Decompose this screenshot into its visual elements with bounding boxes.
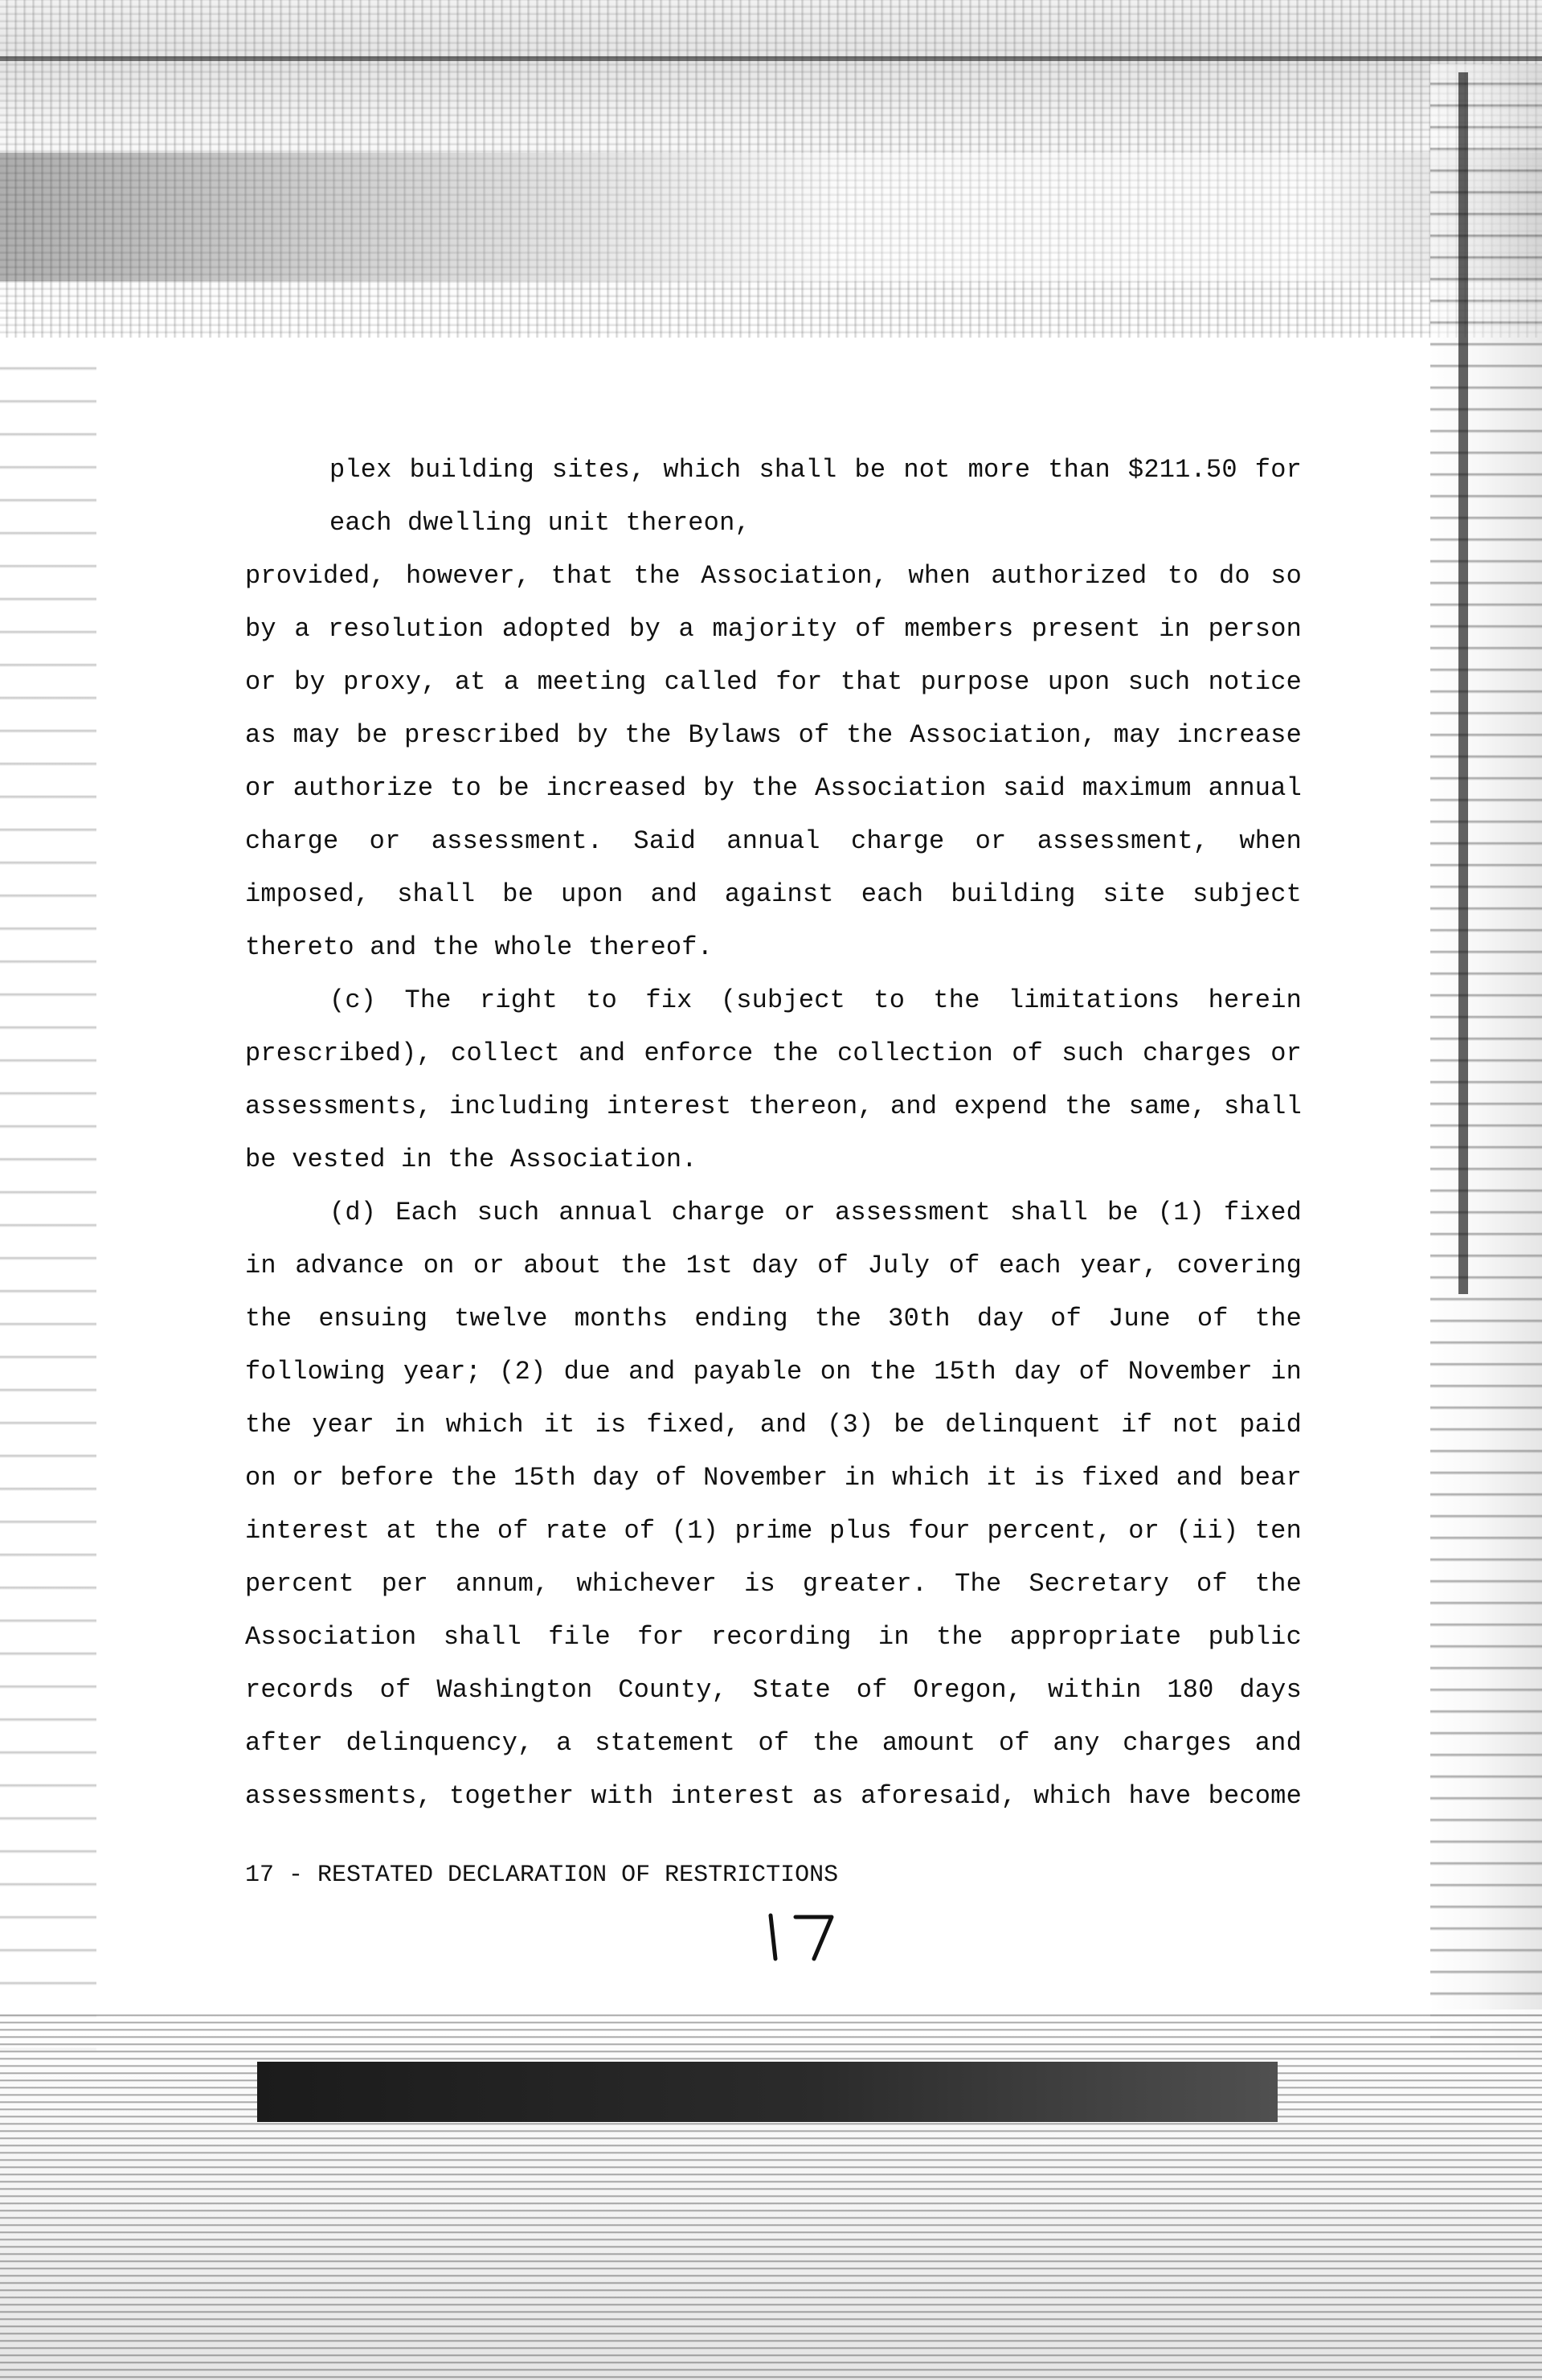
text-line: or by proxy, at a meeting called for that purpose upon such notice	[245, 667, 1302, 697]
text-line: on or before the 15th day of November in which it is fixed and bear	[245, 1463, 1302, 1493]
text-line: following year; (2) due and payable on the 15th day of November in	[245, 1357, 1302, 1387]
handwritten-page-number	[759, 1909, 856, 1965]
text-line: in advance on or about the 1st day of July of each year, covering	[245, 1251, 1302, 1280]
text-line: plex building sites, which shall be not more than $211.50 for	[329, 455, 1302, 485]
text-line: after delinquency, a statement of the amount of any charges and	[245, 1728, 1302, 1758]
handwritten-page-number-drawing	[759, 1909, 856, 1965]
text-line: or authorize to be increased by the Association said maximum annual	[245, 773, 1302, 803]
paragraph-c-start: (c) The right to fix (subject to the limitations herein	[329, 985, 1302, 1015]
paragraph-d-start: (d) Each such annual charge or assessment shall be (1) fixed	[329, 1198, 1302, 1227]
text-line: the ensuing twelve months ending the 30th day of June of the	[245, 1304, 1302, 1333]
text-line: prescribed), collect and enforce the collection of such charges or	[245, 1038, 1302, 1068]
text-line: interest at the of rate of (1) prime plus four percent, or (ii) ten	[245, 1516, 1302, 1546]
text-line: assessments, together with interest as aforesaid, which have become	[245, 1781, 1302, 1811]
text-line: percent per annum, whichever is greater. The Secretary of the	[245, 1569, 1302, 1599]
footer-title: 17 - RESTATED DECLARATION OF RESTRICTIONS	[245, 1862, 839, 1889]
text-line: assessments, including interest thereon, and expend the same, shall	[245, 1092, 1302, 1121]
text-line: imposed, shall be upon and against each building site subject	[245, 879, 1302, 909]
text-line: charge or assessment. Said annual charge or assessment, when	[245, 826, 1302, 856]
text-line: as may be prescribed by the Bylaws of the Association, may increase	[245, 720, 1302, 750]
text-line: the year in which it is fixed, and (3) be delinquent if not paid	[245, 1410, 1302, 1440]
text-line: be vested in the Association.	[245, 1145, 697, 1174]
text-line: by a resolution adopted by a majority of members present in person	[245, 614, 1302, 644]
text-line: records of Washington County, State of Oregon, within 180 days	[245, 1675, 1302, 1705]
text-line: thereto and the whole thereof.	[245, 932, 714, 962]
text-line: provided, however, that the Association, when authorized to do so	[245, 561, 1302, 591]
text-line: each dwelling unit thereon,	[329, 508, 751, 538]
text-line: Association shall file for recording in the appropriate public	[245, 1622, 1302, 1652]
